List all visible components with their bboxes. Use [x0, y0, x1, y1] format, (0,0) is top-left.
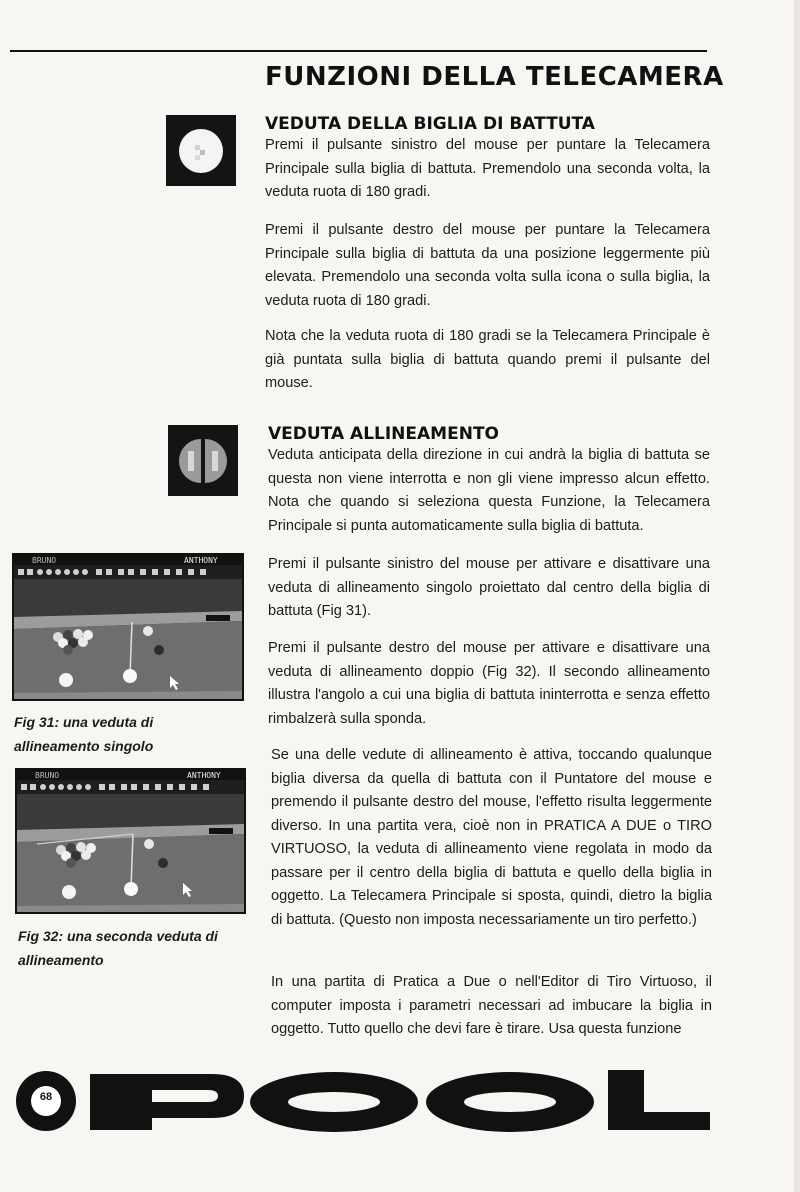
paragraph: Se una delle vedute di allineamento è attiva, toccando qualunque biglia diversa da quella di battuta con il Puntatore del mouse e premendo il pulsante destro del mouse, l'effetto risulta leggermente diverso. In una partita vera, cioè non in PRATICA A DUE o TIRO VIRTUOSO, la veduta di allineamento viene regolata in modo da passare per il centro della biglia di battuta e quello della biglia in oggetto. La Telecamera Principale si sposta, quindi, dietro la biglia di battuta. (Questo non imposta necessariamente un tiro perfetto.) [271, 747, 712, 928]
paragraph: In una partita di Pratica a Due o nell'Editor di Tiro Virtuoso, il computer imposta i parametri necessari ad imbucare la biglia in oggetto. Tutto quello che devi fare è tirare. Usa questa funzione [271, 974, 712, 1037]
pool-logo [12, 1066, 712, 1134]
page-number: 68 [33, 1088, 59, 1106]
player-name-right: ANTHONY [184, 556, 218, 565]
paragraph: Premi il pulsante destro del mouse per puntare la Telecamera Principale sulla biglia di battuta da una posizione leggermente più elevata. Premendolo una seconda volta sulla icona o sulla biglia, la veduta ruota di 180 gradi. [265, 222, 710, 309]
figure-31-screenshot [12, 553, 244, 701]
player-name-left: BRUNO [35, 771, 60, 780]
section-heading-cue-ball-view: VEDUTA DELLA BIGLIA DI BATTUTA [265, 114, 595, 134]
paragraph: Premi il pulsante sinistro del mouse per puntare la Telecamera Principale sulla biglia di battuta. Premendolo una seconda volta, la veduta ruota di 180 gradi. [265, 137, 710, 200]
paragraph: Nota che la veduta ruota di 180 gradi se la Telecamera Principale è già puntata sulla biglia di battuta quando premi il pulsante del mouse. [265, 328, 710, 391]
section-heading-alignment-view: VEDUTA ALLINEAMENTO [268, 424, 499, 444]
page-title: FUNZIONI DELLA TELECAMERA [265, 62, 724, 92]
figure-31-caption: Fig 31: una veduta di allineamento singolo [14, 714, 154, 754]
figure-32-screenshot [15, 768, 246, 914]
paragraph: Premi il pulsante destro del mouse per attivare e disattivare una veduta di allineamento doppio (Fig 32). Il secondo allineamento illustra l'angolo a cui una biglia di battuta ininterrotta e senza effetto rimbalzerà sulla sponda. [268, 640, 710, 727]
top-rule [10, 50, 707, 52]
paragraph: Premi il pulsante sinistro del mouse per attivare e disattivare una veduta di allineamento singolo proiettato dal centro della biglia di battuta (Fig 31). [268, 556, 710, 619]
figure-32-caption: Fig 32: una seconda veduta di allineamento [18, 928, 218, 968]
paragraph: Veduta anticipata della direzione in cui andrà la biglia di battuta se questa non viene interrotta e non gli viene impresso alcun effetto. Nota che quando si seleziona questa Funzione, la Telecamera Principale si punta automaticamente sulla biglia di battuta. [268, 447, 710, 534]
player-name-left: BRUNO [32, 556, 57, 565]
player-name-right: ANTHONY [187, 771, 221, 780]
split-ball-icon [168, 425, 238, 496]
cue-ball-icon [166, 115, 236, 186]
page-edge-shadow [794, 0, 800, 1192]
